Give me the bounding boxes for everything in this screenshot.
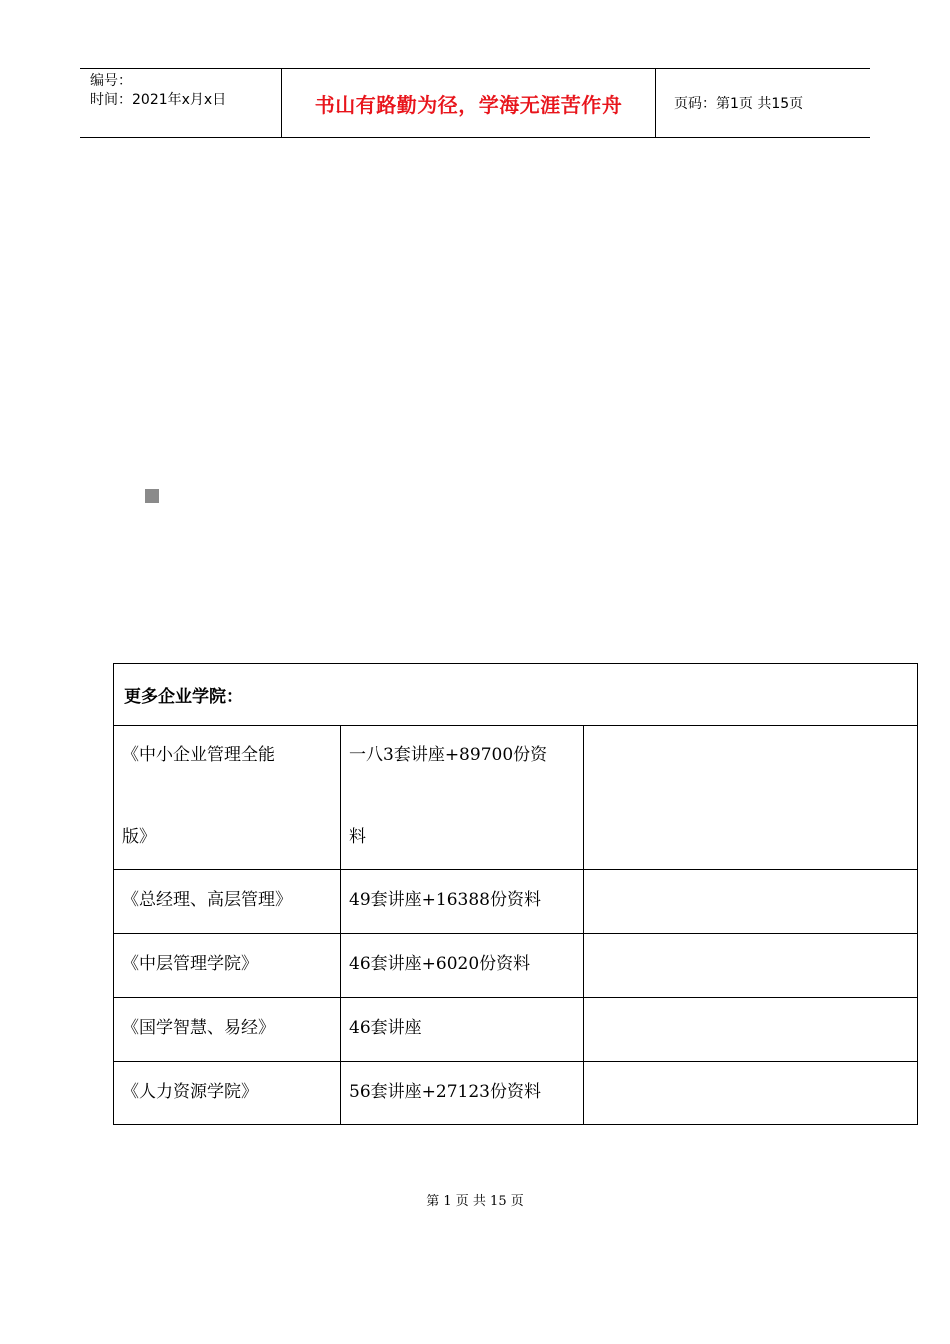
row-1-detail-line1: 一八3套讲座+89700份资 [349,745,548,765]
row-1-name-line1: 《中小企业管理全能 [122,745,275,765]
row-5-name: 《人力资源学院》 [122,1082,258,1102]
bullet-square-icon [145,489,159,503]
academy-table [113,663,918,1125]
row-5-detail: 56套讲座+27123份资料 [349,1082,541,1102]
row-2-name: 《总经理、高层管理》 [122,890,292,910]
row-4-name: 《国学智慧、易经》 [122,1018,275,1038]
header-meta [80,69,282,137]
row-1-name-line2: 版》 [122,827,156,847]
row-4-detail: 46套讲座 [349,1018,422,1038]
row-2-detail: 49套讲座+16388份资料 [349,890,541,910]
row-divider [114,725,917,726]
row-3-detail: 46套讲座+6020份资料 [349,954,531,974]
column-divider [583,725,584,1124]
row-divider [114,1061,917,1062]
row-1-detail-line2: 料 [349,827,366,847]
row-divider [114,933,917,934]
header-page-info: 页码：第1页 共15页 [674,96,804,112]
row-divider [114,997,917,998]
header-motto: 书山有路勤为径，学海无涯苦作舟 [314,92,623,117]
number-label: 编号： [90,73,132,89]
document-header [80,68,870,138]
row-3-name: 《中层管理学院》 [122,954,258,974]
page-footer [0,1190,950,1209]
header-page-cell [664,69,870,137]
table-title: 更多企业学院： [124,687,243,707]
row-divider [114,869,917,870]
column-divider [340,725,341,1124]
header-motto-cell [282,69,656,137]
footer-page-text: 第 1 页 共 15 页 [426,1194,524,1209]
time-label: 时间：2021年x月x日 [90,92,227,108]
